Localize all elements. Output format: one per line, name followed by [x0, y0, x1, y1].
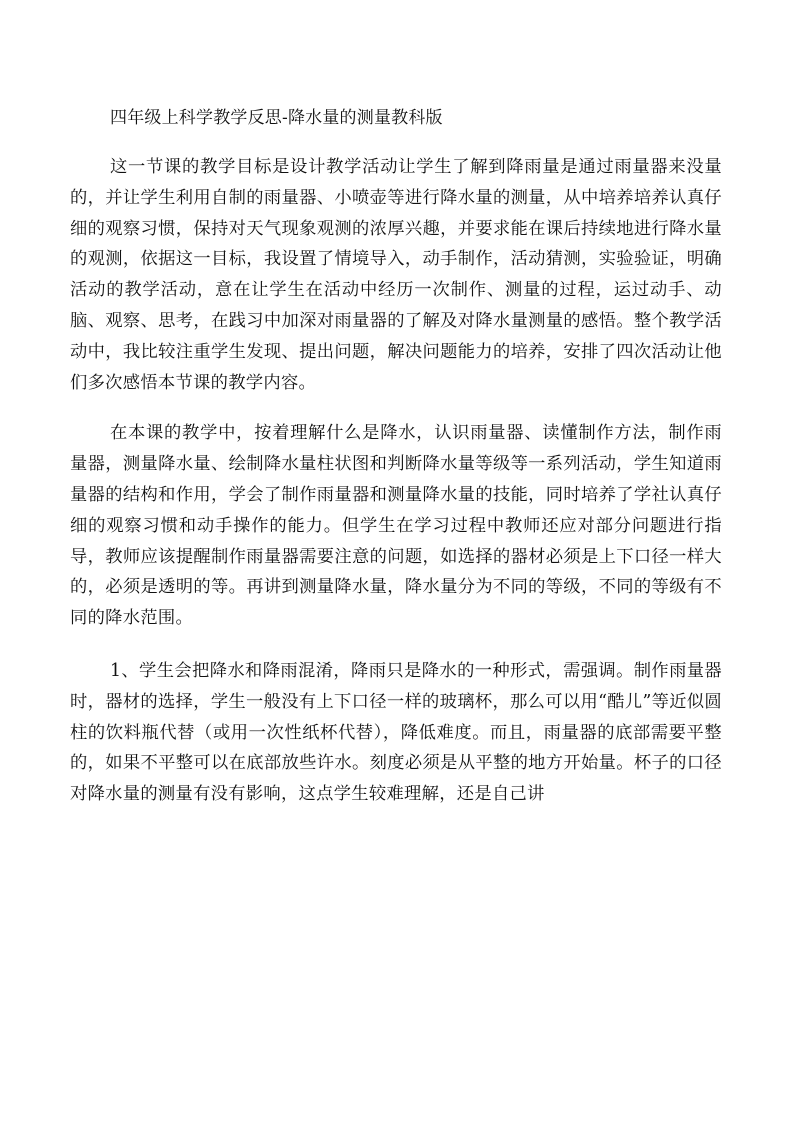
document-title: 四年级上科学教学反思-降水量的测量教科版 [110, 108, 443, 128]
paragraph-teaching-goals: 这一节课的教学目标是设计教学活动让学生了解到降雨量是通过雨量器来没量的，并让学生利用自制的雨量器、小喷壶等进行降水量的测量，从中培养培养认真仔细的观察习惯，保持对天气现象观测的浓厚兴趣，并要求能在课后持续地进行降水量的观测，依据这一目标，我设置了情境导入，动手制作，活动猜测，实验验证，明确活动的教学活动，意在让学生在活动中经历一次制作、测量的过程，运过动手、动脑、观察、思考，在践习中加深对雨量器的了解及对降水量测量的感悟。整个教学活动中，我比较注重学生发现、提出问题，解决问题能力的培养，安排了四次活动让他们多次感悟本节课的教学内容。 [70, 157, 722, 393]
document-body [70, 152, 722, 832]
paragraph-point-1: 1、学生会把降水和降雨混淆，降雨只是降水的一种形式，需强调。制作雨量器时，器材的选择，学生一般没有上下口径一样的玻璃杯，那么可以用“酷儿”等近似圆柱的饮料瓶代替（或用一次性纸杯代替），降低难度。而且，雨量器的底部需要平整的，如果不平整可以在底部放些许水。刻度必须是从平整的地方开始量。杯子的口径对降水量的测量有没有影响，这点学生较难理解，还是自己讲 [70, 660, 722, 805]
paragraph-lesson-activities: 在本课的教学中，按着理解什么是降水，认识雨量器、读懂制作方法，制作雨量器，测量降水量、绘制降水量柱状图和判断降水量等级等一系列活动，学生知道雨量器的结构和作用，学会了制作雨量器和测量降水量的技能，同时培养了学社认真仔细的观察习惯和动手操作的能力。但学生在学习过程中教师还应对部分问题进行指导，教师应该提醒制作雨量器需要注意的问题，如选择的器材必须是上下口径一样大的，必须是透明的等。再讲到测量降水量，降水量分为不同的等级，不同的等级有不同的降水范围。 [70, 423, 722, 629]
